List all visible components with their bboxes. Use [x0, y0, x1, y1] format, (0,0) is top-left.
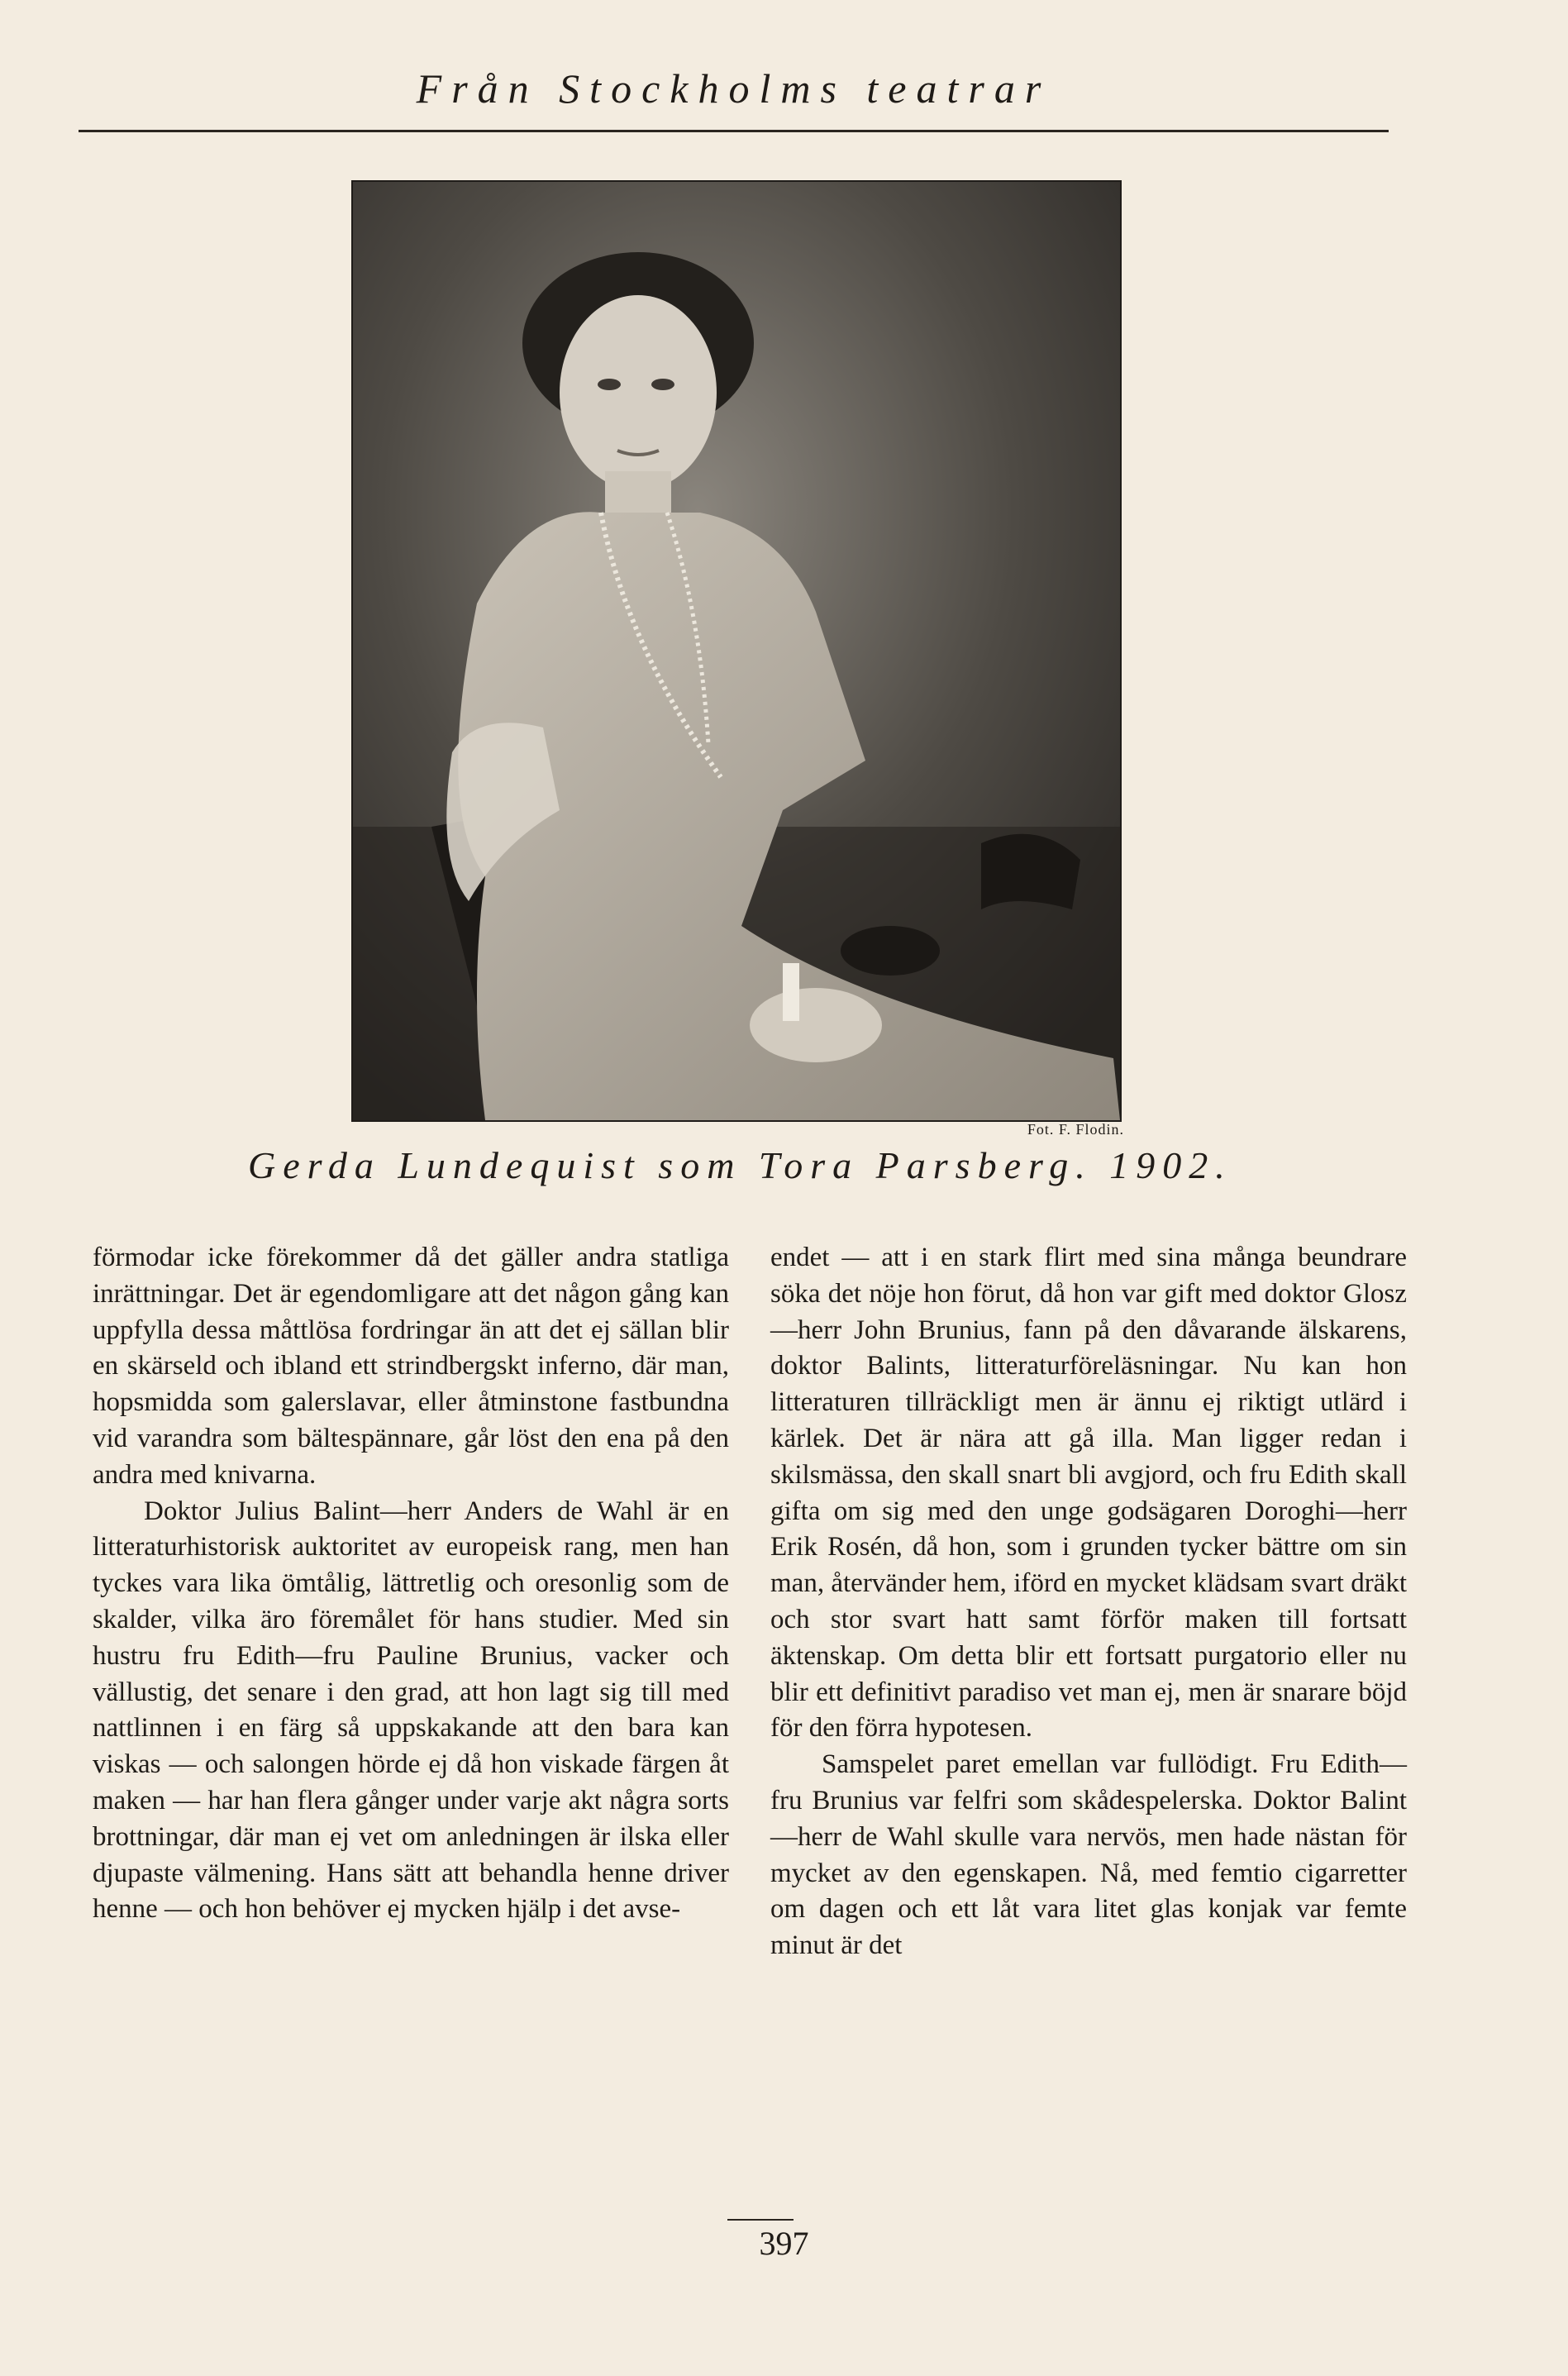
- left-column: [93, 1240, 729, 1928]
- portrait-photograph: [351, 180, 1122, 1122]
- figure-caption: Gerda Lundequist som Tora Parsberg. 1902.: [248, 1144, 1232, 1186]
- header-rule: [79, 130, 1389, 132]
- photo-credit: Fot. F. Flodin.: [1027, 1121, 1124, 1138]
- folio-rule: [727, 2219, 794, 2221]
- right-paragraph-2: Samspelet paret emellan var fullödigt. Fru Edith—fru Brunius var felfri som skådespelerska. Doktor Balint—herr de Wahl skulle vara nervös, men hade nästan för mycket av den egenskapen. Nå, med femtio cigarretter om dagen och ett låt vara litet glas konjak var femte minut är det: [770, 1749, 1407, 1961]
- right-column: [770, 1240, 1407, 1964]
- running-header: Från Stockholms teatrar: [416, 65, 1051, 112]
- right-paragraph-1: endet — att i en stark flirt med sina många beundrare söka det nöje hon förut, då hon var gift med doktor Glosz—herr John Brunius, fann på den dåvarande älskarens, doktor Balints, litteraturföreläsningar. Nu kan hon litteraturen tillräckligt men är ännu ej riktigt utlärd i kärlek. Det är nära att gå illa. Man ligger redan i skilsmässa, den skall snart bli avgjord, och fru Edith skall gifta om sig med den unge godsägaren Doroghi—herr Erik Rosén, då hon, som i grunden tycker bättre om sin man, återvänder hem, iförd en mycket klädsam svart dräkt och stor svart hatt samt förför maken till fortsatt äktenskap. Om detta blir ett fortsatt purgatorio eller nu blir ett definitivt paradiso vet man ej, men är snarare böjd för den förra hypotesen.: [770, 1243, 1407, 1744]
- page-number: 397: [759, 2225, 809, 2262]
- left-paragraph-1: förmodar icke förekommer då det gäller andra statliga inrättningar. Det är egendomligare att det någon gång kan uppfylla dessa måttlösa fordringar än att det ej sällan blir en skärseld och ibland ett strindbergskt inferno, där man, hopsmidda som galerslavar, eller åtminstone fastbundna vid varandra som bältespännare, går löst den ena på den andra med knivarna.: [93, 1243, 729, 1490]
- left-paragraph-2: Doktor Julius Balint—herr Anders de Wahl är en litteraturhistorisk auktoritet av europeisk rang, men han tyckes vara lika ömtålig, lättretlig och oresonlig som de skalder, vilka äro föremålet för hans studier. Med sin hustru fru Edith—fru Pauline Brunius, vacker och vällustig, det senare i den grad, att hon lagt sig till med nattlinnen i en färg så uppskakande att den bara kan viskas — och salongen hörde ej då hon viskade färgen åt maken — har han flera gånger under varje akt några sorts brottningar, där man ej vet om anledningen är ilska eller djupaste välmening. Hans sätt att behandla henne driver henne — och hon behöver ej mycken hjälp i det avse-: [93, 1496, 729, 1925]
- portrait-illustration: [353, 182, 1120, 1120]
